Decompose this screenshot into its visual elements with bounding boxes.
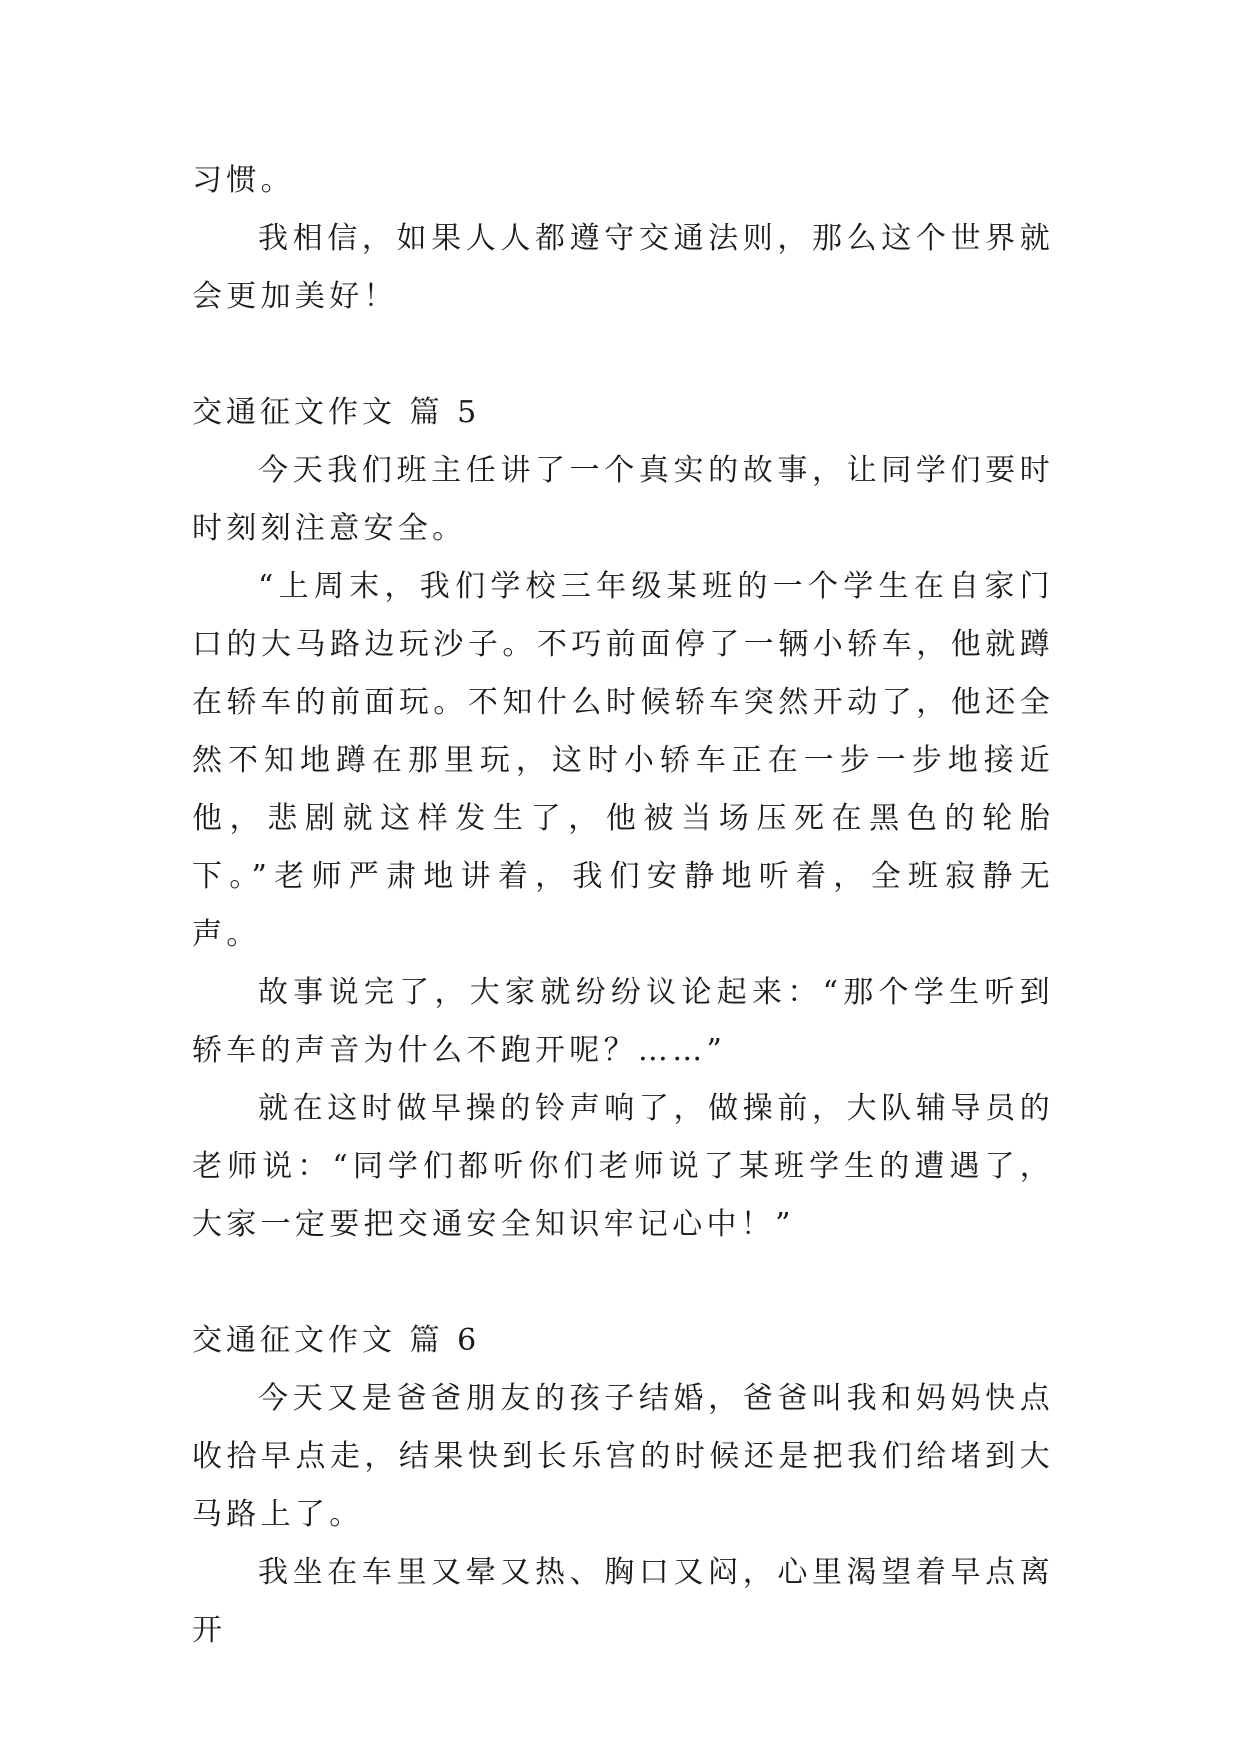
section-gap [192, 326, 1054, 384]
paragraph: 今天又是爸爸朋友的孩子结婚，爸爸叫我和妈妈快点收拾早点走，结果快到长乐宫的时候还是把我们给堵到大马路上了。 [192, 1381, 1054, 1532]
paragraph: 今天我们班主任讲了一个真实的故事，让同学们要时时刻刻注意安全。 [192, 453, 1054, 546]
paragraph: 故事说完了，大家就纷纷议论起来：“那个学生听到轿车的声音为什么不跑开呢？……” [192, 975, 1054, 1068]
paragraph-continuation: 习惯。 [192, 163, 295, 198]
paragraph-conclusion: 我相信，如果人人都遵守交通法则，那么这个世界就会更加美好！ [192, 221, 1054, 314]
section-heading-5: 交通征文作文 篇 5 [192, 395, 481, 430]
document-page [192, 152, 1054, 1660]
paragraph: 就在这时做早操的铃声响了，做操前，大队辅导员的老师说：“同学们都听你们老师说了某班学生的遭遇了，大家一定要把交通安全知识牢记心中！” [192, 1091, 1054, 1242]
section-heading-6: 交通征文作文 篇 6 [192, 1323, 481, 1358]
paragraph-truncated: 我坐在车里又晕又热、胸口又闷，心里渴望着早点离开 [192, 1555, 1054, 1648]
section-gap [192, 1254, 1054, 1312]
paragraph: “上周末，我们学校三年级某班的一个学生在自家门口的大马路边玩沙子。不巧前面停了一辆小轿车，他就蹲在轿车的前面玩。不知什么时候轿车突然开动了，他还全然不知地蹲在那里玩，这时小轿车正在一步一步地接近他，悲剧就这样发生了，他被当场压死在黑色的轮胎下。”老师严肃地讲着，我们安静地听着，全班寂静无声。 [192, 569, 1054, 952]
